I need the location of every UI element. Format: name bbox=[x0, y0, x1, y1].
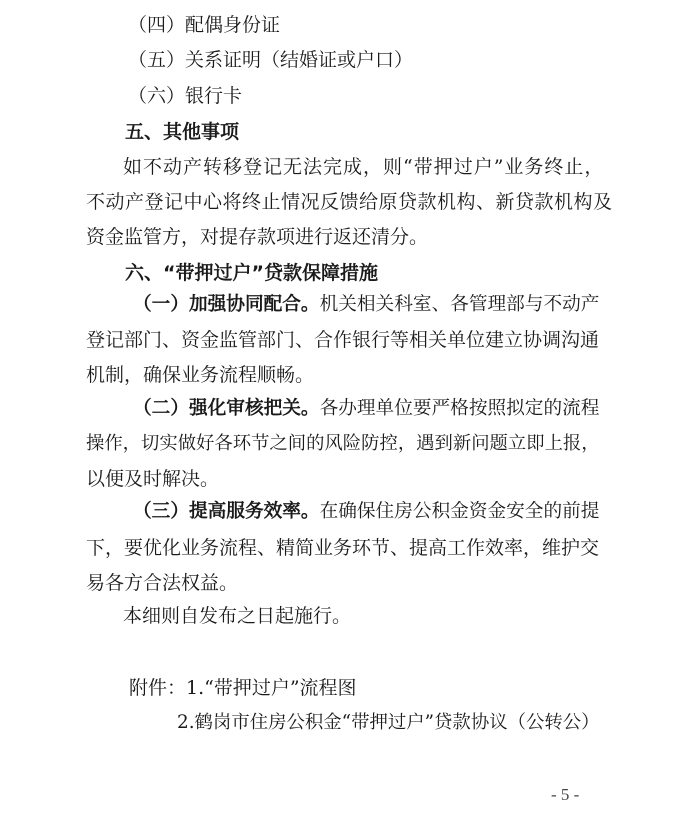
measure-1-lead: （一）加强协同配合。 bbox=[133, 294, 320, 315]
measure-3-line-3: 易各方合法权益。 bbox=[86, 572, 239, 594]
measure-1-line-3: 机制，确保业务流程顺畅。 bbox=[86, 364, 315, 386]
attachment-1: 附件：1.“带押过户”流程图 bbox=[129, 677, 357, 699]
section-5-line-1: 如不动产转移登记无法完成，则“带押过户”业务终止， bbox=[123, 156, 605, 178]
section-5-line-3: 资金监管方，对提存款项进行返还清分。 bbox=[86, 226, 429, 248]
measure-2-lead: （二）强化审核把关。 bbox=[133, 398, 320, 419]
attachment-2: 2.鹤岗市住房公积金“带押过户”贷款协议（公转公） bbox=[177, 712, 600, 733]
item-5: （五）关系证明（结婚证或户口） bbox=[128, 49, 414, 71]
measure-2-line-1-text: 各办理单位要严格按照拟定的流程 bbox=[319, 398, 600, 419]
closing-statement: 本细则自发布之日起施行。 bbox=[123, 605, 352, 627]
item-6: （六）银行卡 bbox=[128, 85, 243, 107]
measure-3-line-1 bbox=[133, 500, 599, 524]
measure-1-line-2: 登记部门、资金监管部门、合作银行等相关单位建立协调沟通 bbox=[86, 329, 600, 351]
section-6-heading: 六、“带押过户”贷款保障措施 bbox=[125, 262, 378, 284]
measure-3-line-1-text: 在确保住房公积金资金安全的前提 bbox=[319, 501, 600, 522]
measure-2-line-1 bbox=[133, 397, 599, 421]
measure-2-line-3: 以便及时解决。 bbox=[86, 468, 220, 490]
section-5-line-2: 不动产登记中心将终止情况反馈给原贷款机构、新贷款机构及 bbox=[86, 191, 613, 213]
item-4: （四）配偶身份证 bbox=[128, 14, 281, 36]
measure-3-lead: （三）提高服务效率。 bbox=[133, 501, 320, 522]
measure-1-line-1 bbox=[133, 293, 599, 317]
measure-2-line-2: 操作，切实做好各环节之间的风险防控，遇到新问题立即上报， bbox=[86, 433, 600, 454]
measure-3-line-2: 下，要优化业务流程、精简业务环节、提高工作效率，维护交 bbox=[86, 537, 600, 559]
page-number: - 5 - bbox=[551, 785, 580, 804]
section-5-heading: 五、其他事项 bbox=[125, 121, 240, 143]
measure-1-line-1-text: 机关相关科室、各管理部与不动产 bbox=[319, 294, 600, 315]
